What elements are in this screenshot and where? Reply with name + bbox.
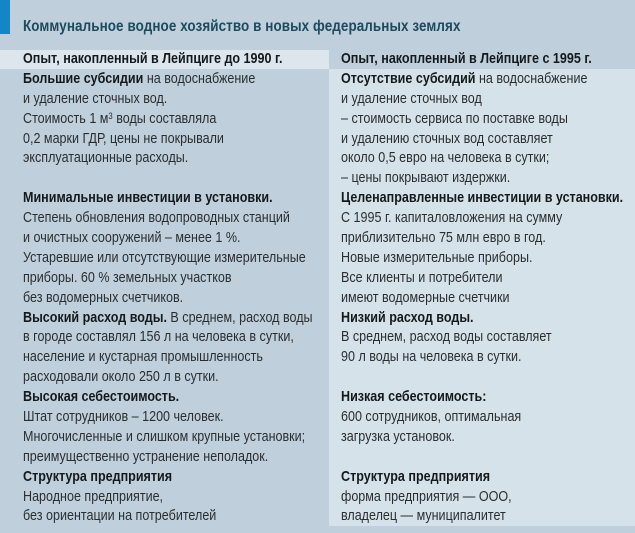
line-text: форма предприятия — ООО, — [341, 488, 512, 505]
left-column-header: Опыт, накопленный в Лейпциге до 1990 г. — [23, 51, 283, 67]
text-line — [341, 328, 623, 348]
line-text: расходовали около 250 л в сутки. — [23, 369, 219, 386]
line-text: и удалению сточных вод составляет — [341, 130, 553, 147]
text-line — [341, 289, 623, 309]
text-line — [23, 269, 313, 289]
line-text: население и кустарная промышленность — [23, 349, 263, 366]
line-text: Народное предприятие, — [23, 488, 164, 505]
text-line — [341, 130, 623, 150]
right-column-header: Опыт, накопленный в Лейпциге с 1995 г. — [341, 51, 592, 67]
right-column-body — [341, 70, 635, 527]
line-bold-lead: Структура предприятия — [23, 468, 173, 485]
text-line — [23, 468, 313, 488]
text-line — [23, 507, 313, 527]
text-line — [23, 189, 313, 209]
text-line — [341, 70, 623, 90]
text-line — [23, 249, 313, 269]
line-text: В среднем, расход воды — [166, 309, 313, 326]
line-text: 90 л воды на человека в сутки. — [341, 349, 522, 366]
line-text: преимущественно устранение неполадок. — [23, 448, 269, 465]
line-text-after: воды составляла — [112, 110, 217, 127]
text-line — [23, 448, 313, 468]
line-text: Устаревшие или отсутствующие измерительные — [23, 249, 306, 266]
text-line — [341, 149, 623, 169]
accent-bar — [0, 0, 10, 34]
line-text: В среднем, расход воды составляет — [341, 329, 552, 346]
text-line — [341, 90, 623, 110]
line-text: без ориентации на потребителей — [23, 508, 217, 525]
line-text: С 1995 г. капиталовложения на сумму — [341, 210, 563, 227]
line-text: – стоимость сервиса по поставке воды — [341, 110, 568, 127]
line-text: Штат сотрудников – 1200 человек. — [23, 409, 224, 426]
line-bold-lead: Высокая себестоимость. — [23, 389, 180, 406]
line-text: в городе составлял 156 л на человека в сутки, — [23, 329, 294, 346]
left-column — [23, 50, 360, 527]
line-bold-lead: Низкий расход воды. — [341, 309, 474, 326]
line-text: загрузка установок. — [341, 428, 455, 445]
text-line — [341, 229, 623, 249]
line-text: эксплуатационные расходы. — [23, 150, 189, 167]
text-line — [341, 309, 623, 329]
text-line — [341, 368, 623, 388]
line-text: имеют водомерные счетчики — [341, 289, 510, 306]
line-text: Стоимость 1 м — [23, 110, 109, 127]
text-line — [23, 229, 313, 249]
text-line — [341, 110, 623, 130]
line-bold-lead: Высокий расход воды. — [23, 309, 167, 326]
line-bold-lead: Низкая себестоимость: — [341, 389, 487, 406]
line-text: и удаление сточных вод — [341, 90, 482, 107]
text-line — [341, 388, 623, 408]
line-text: Все клиенты и потребители — [341, 269, 503, 286]
text-line — [23, 488, 313, 508]
line-text: – цены покрывают издержки. — [341, 170, 511, 187]
line-text: 600 сотрудников, оптимальная — [341, 409, 522, 426]
line-text: на водоснабжение — [143, 70, 256, 87]
text-line — [23, 90, 313, 110]
line-text: владелец — муниципалитет — [341, 508, 506, 525]
text-line — [341, 428, 623, 448]
text-line — [23, 328, 313, 348]
text-line — [23, 309, 313, 329]
line-text: приблизительно 75 млн евро в год. — [341, 230, 546, 247]
line-text: на водоснабжение — [475, 70, 588, 87]
text-line — [341, 209, 623, 229]
text-line — [341, 269, 623, 289]
line-bold-lead: Минимальные инвестиции в установки. — [23, 190, 273, 207]
line-text: приборы. 60 % земельных участков — [23, 269, 232, 286]
text-line — [23, 408, 313, 428]
line-bold-lead: Отсутствие субсидий — [341, 70, 476, 87]
text-line — [341, 249, 623, 269]
line-bold-lead: Большие субсидии — [23, 70, 144, 87]
superscript: 3 — [108, 110, 113, 121]
text-line — [23, 130, 313, 150]
line-text: Новые измерительные приборы. — [341, 249, 533, 266]
line-text: Многочисленные и слишком крупные установки; — [23, 428, 306, 445]
text-line — [23, 149, 313, 169]
text-line — [23, 289, 313, 309]
text-line — [341, 189, 623, 209]
text-line — [23, 368, 313, 388]
text-line — [23, 209, 313, 229]
text-line — [341, 507, 623, 527]
page-title: Коммунальное водное хозяйство в новых федеральных землях — [23, 18, 461, 35]
line-bold-lead: Целенаправленные инвестиции в установки. — [341, 190, 624, 207]
line-text: без водомерных счетчиков. — [23, 289, 184, 306]
text-line — [341, 408, 623, 428]
text-line — [23, 110, 313, 130]
text-line — [341, 488, 623, 508]
text-line — [341, 468, 623, 488]
left-column-body — [23, 70, 360, 527]
text-line — [341, 169, 623, 189]
text-line — [23, 388, 313, 408]
line-text: 0,2 марки ГДР, цены не покрывали — [23, 130, 224, 147]
text-line — [23, 348, 313, 368]
text-line — [23, 428, 313, 448]
line-text: около 0,5 евро на человека в сутки; — [341, 150, 550, 167]
text-line — [341, 348, 623, 368]
line-text: Степень обновления водопроводных станций — [23, 210, 290, 227]
line-text: и очистных сооружений – менее 1 %. — [23, 230, 241, 247]
right-column — [341, 50, 635, 527]
text-line — [23, 169, 313, 189]
line-text: и удаление сточных вод. — [23, 90, 168, 107]
text-line — [23, 70, 313, 90]
text-line — [341, 448, 623, 468]
line-bold-lead: Структура предприятия — [341, 468, 491, 485]
